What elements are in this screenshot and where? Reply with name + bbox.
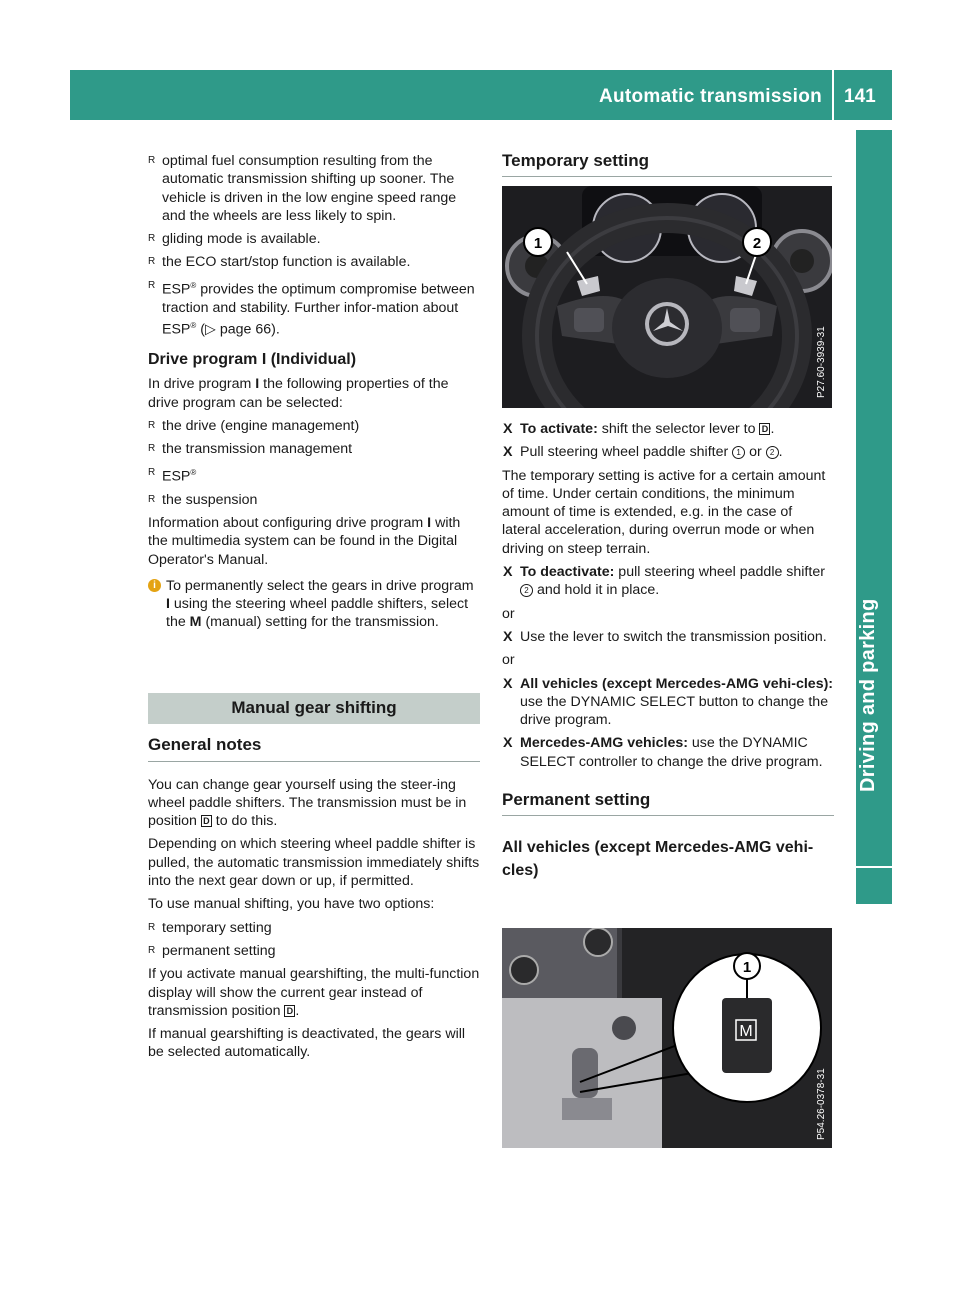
manual-section	[148, 660, 480, 1067]
action-step: X Mercedes-AMG vehicles: use the DYNAMIC SELECT controller to change the drive program.	[503, 735, 823, 770]
left-column	[148, 152, 480, 637]
or-text: or	[502, 605, 515, 622]
callout-2-icon: 2	[766, 446, 779, 459]
bullet-icon: R	[148, 155, 156, 166]
action-arrow-icon: X	[503, 675, 513, 692]
bullet-icon: R	[148, 944, 156, 956]
right-column	[502, 420, 834, 888]
d-position-icon: D	[284, 1005, 295, 1017]
paragraph: If manual gearshifting is deactivated, the gears will be selected automatically.	[148, 1026, 466, 1061]
bullet-icon: R	[148, 466, 156, 478]
list-item: R gliding mode is available.	[148, 231, 321, 248]
bullet-icon: R	[148, 279, 156, 291]
d-position-icon: D	[201, 815, 212, 827]
bullet-icon: R	[148, 921, 156, 933]
steering-wheel-figure	[502, 186, 832, 408]
general-notes-heading: General notes	[148, 736, 480, 761]
bullet-icon: R	[148, 493, 156, 505]
list-item: R the suspension	[148, 491, 258, 508]
info-icon: i	[148, 579, 161, 592]
callout-1: 1	[742, 959, 752, 976]
list-item: R temporary setting	[148, 919, 272, 936]
bullet-icon: R	[148, 443, 156, 455]
callout-2-icon: 2	[520, 584, 533, 597]
action-arrow-icon: X	[503, 628, 513, 645]
console-figure	[502, 928, 832, 1148]
steering-wheel-illustration	[502, 186, 832, 408]
console-illustration	[502, 928, 832, 1148]
drive-program-heading: Drive program I (Individual)	[148, 351, 357, 369]
action-arrow-icon: X	[503, 564, 513, 581]
m-letter: M	[739, 1023, 753, 1040]
section-band: Manual gear shifting	[148, 693, 480, 724]
action-step: X To activate: shift the selector lever to D .	[503, 421, 775, 437]
bullet-icon: R	[148, 256, 156, 268]
section-title: Automatic transmission	[598, 86, 822, 107]
callout-2: 2	[752, 235, 762, 252]
page-ref-arrow-icon: ▷	[204, 321, 216, 338]
action-arrow-icon: X	[503, 421, 513, 437]
d-position-icon: D	[759, 423, 770, 435]
paragraph: Depending on which steering wheel paddle shifter is pulled, the automatic transmission immediately shifts into the next gear down or up, if permitted.	[148, 836, 480, 890]
drive-program-intro: In drive program I the following properties of the drive program can be selected:	[148, 376, 449, 411]
action-step: X All vehicles (except Mercedes-AMG vehi-cles): use the DYNAMIC SELECT button to change the drive program.	[503, 675, 834, 729]
list-item: R the drive (engine management)	[148, 418, 360, 435]
paragraph: You can change gear yourself using the steer-ing wheel paddle shifters. The transmission must be in position D to do this.	[148, 776, 467, 830]
figure-code: P27.60-3939-31	[816, 326, 827, 398]
header-divider	[832, 70, 834, 120]
right-top	[502, 152, 832, 177]
action-step: X Pull steering wheel paddle shifter 1 or 2 .	[503, 444, 783, 461]
paragraph: To use manual shifting, you have two options:	[148, 896, 435, 913]
or-text: or	[502, 652, 515, 669]
page-number: 141	[844, 86, 876, 107]
list-item: R optimal fuel consumption resulting from the automatic transmission shifting up sooner. The vehicle is driven in the low engine speed range and the wheels are less likely to spin.	[148, 153, 457, 224]
callout-1-icon: 1	[732, 446, 745, 459]
page-link[interactable]: page 66).	[215, 321, 280, 338]
permanent-subheading: All vehicles (except Mercedes-AMG vehi-cles)	[502, 839, 814, 880]
figure-code: P54.26-0378-31	[816, 1068, 827, 1140]
permanent-setting-heading: Permanent setting	[502, 791, 834, 816]
side-block	[856, 868, 892, 904]
callout-1: 1	[533, 235, 543, 252]
list-item: R permanent setting	[148, 942, 276, 959]
paragraph: If you activate manual gearshifting, the multi-function display will show the current gear instead of transmission position D .	[148, 966, 480, 1019]
bullet-icon: R	[148, 233, 156, 245]
list-item: R ESP® provides the optimum compromise between traction and stability. Further infor-mation about ESP® (▷ page 66).	[148, 277, 480, 339]
bullet-icon: R	[148, 420, 156, 432]
action-arrow-icon: X	[503, 735, 513, 752]
action-step: X To deactivate: pull steering wheel paddle shifter 2 and hold it in place.	[503, 564, 825, 599]
list-item: R ESP®	[148, 464, 480, 486]
list-item: R the ECO start/stop function is available.	[148, 254, 411, 271]
action-arrow-icon: X	[503, 444, 513, 461]
list-item: R the transmission management	[148, 441, 353, 458]
info-note: i To permanently select the gears in drive program I using the steering wheel paddle shifters, select the M (manual) setting for the transmission.	[148, 577, 480, 632]
paragraph: The temporary setting is active for a certain amount of time. Under certain conditions, the minimum amount of time is extended, e.g. in the case of lateral acceleration, during overrun mode or when driving on steep terrain.	[502, 467, 826, 557]
side-tab-label: Driving and parking	[857, 598, 879, 792]
drive-program-info: Information about configuring drive program I with the multimedia system can be found in the Digital Operator's Manual.	[148, 514, 461, 568]
temporary-setting-heading: Temporary setting	[502, 152, 832, 177]
action-step: X Use the lever to switch the transmission position.	[503, 628, 827, 645]
